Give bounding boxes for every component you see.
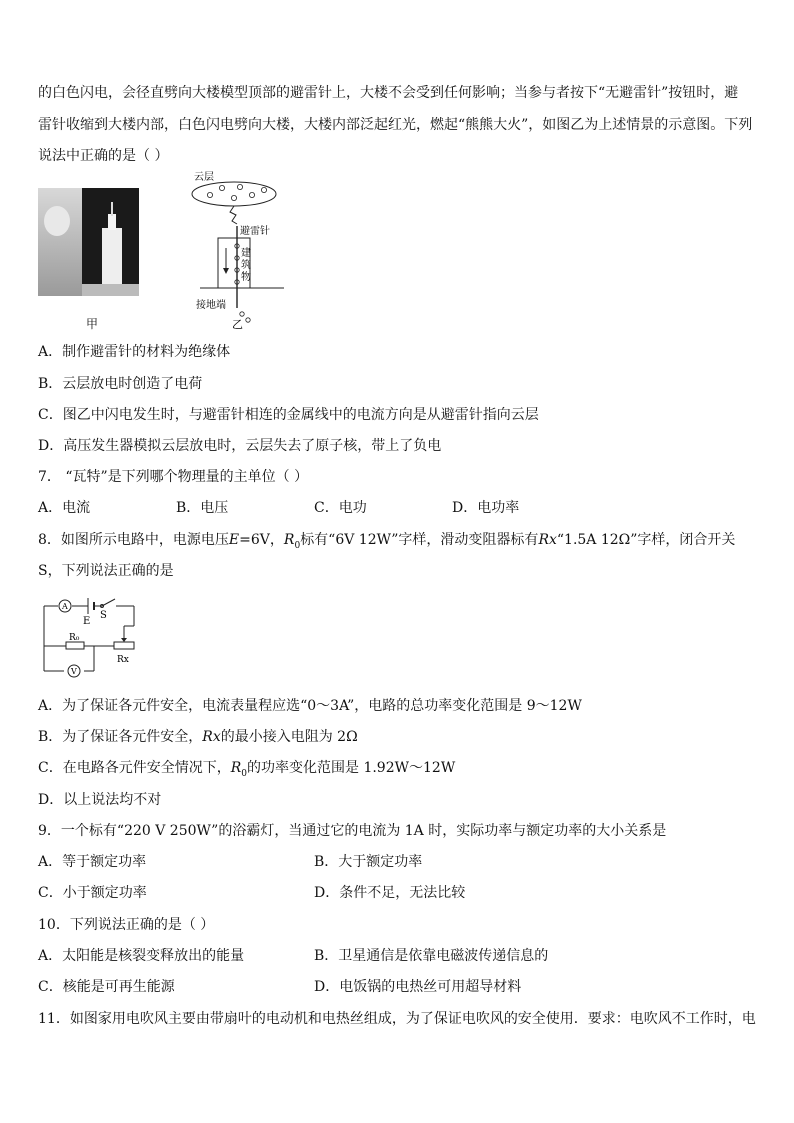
switch-label: S bbox=[100, 610, 107, 621]
q8-option-b bbox=[38, 728, 358, 746]
figure-yi-diagram bbox=[190, 168, 290, 330]
resistor-r0-icon bbox=[66, 642, 84, 649]
q11-stem: 11．如图家用电吹风主要由带扇叶的电动机和电热丝组成，为了保证电吹风的安全使用．要求：电吹风不工作时，电 bbox=[38, 1011, 756, 1027]
q8-option-c-sub: 0 bbox=[241, 768, 247, 779]
q8-option-b-text-a: B．为了保证各元件安全， bbox=[38, 729, 203, 745]
photo-building-model bbox=[102, 228, 122, 286]
q7-option-c: C．电功 bbox=[314, 500, 367, 516]
q9-option-a: A．等于额定功率 bbox=[38, 854, 147, 870]
switch-icon bbox=[101, 599, 116, 608]
cloud-layer bbox=[192, 182, 276, 206]
circuit-diagram bbox=[38, 594, 138, 680]
q8-stem-line-1 bbox=[38, 531, 735, 555]
q8-stem-text-d: “1.5A 12Ω”字样，闭合开关 bbox=[556, 532, 736, 548]
building-label-3: 物 bbox=[241, 272, 251, 283]
rheostat-rx-label: Rx bbox=[117, 655, 129, 665]
rheostat-rx-icon bbox=[114, 642, 134, 649]
figure-jia-label: 甲 bbox=[86, 317, 99, 331]
q8-option-b-text-b: 的最小接入电阻为 2Ω bbox=[220, 729, 358, 745]
photo-person-silhouette bbox=[38, 188, 82, 296]
cloud-label: 云层 bbox=[194, 172, 214, 183]
q6-option-a: A．制作避雷针的材料为绝缘体 bbox=[38, 344, 231, 360]
building-label-2: 筑 bbox=[241, 260, 251, 271]
q9-option-b: B．大于额定功率 bbox=[314, 854, 423, 870]
q10-stem: 10．下列说法正确的是（ ） bbox=[38, 917, 215, 933]
resistor-r0-label: R₀ bbox=[69, 633, 80, 643]
ammeter-label: A bbox=[62, 602, 68, 611]
q8-option-c-text-a: C．在电路各元件安全情况下， bbox=[38, 760, 231, 776]
q8-option-c bbox=[38, 759, 455, 783]
q6-stem-line-2: 雷针收缩到大楼内部，白色闪电劈向大楼，大楼内部泛起红光，燃起“熊熊大火”，如图乙为上述情景的示意图。下列 bbox=[38, 117, 753, 133]
q8-stem-text-a: 8．如图所示电路中，电源电压 bbox=[38, 532, 229, 548]
q6-option-d: D．高压发生器模拟云层放电时，云层失去了原子核，带上了负电 bbox=[38, 438, 442, 454]
q10-option-b: B．卫星通信是依靠电磁波传递信息的 bbox=[314, 948, 549, 964]
current-arrow-head bbox=[223, 268, 229, 274]
q8-stem-line-2: S，下列说法正确的是 bbox=[38, 563, 174, 579]
q9-option-d: D．条件不足，无法比较 bbox=[314, 885, 466, 901]
q8-option-c-var: R bbox=[230, 760, 242, 776]
ground-label: 接地端 bbox=[196, 300, 226, 311]
q6-option-c: C．图乙中闪电发生时，与避雷针相连的金属线中的电流方向是从避雷针指向云层 bbox=[38, 407, 539, 423]
battery-label: E bbox=[83, 616, 91, 627]
q8-option-d: D．以上说法均不对 bbox=[38, 792, 162, 808]
q8-var-r0-sub: 0 bbox=[294, 540, 301, 551]
q6-stem-line-1: 的白色闪电，会径直劈向大楼模型顶部的避雷针上，大楼不会受到任何影响；当参与者按下“无避雷针”按钮时，避 bbox=[38, 85, 739, 101]
battery-icon bbox=[88, 598, 94, 614]
photo-person-head bbox=[44, 206, 70, 236]
q7-option-b: B．电压 bbox=[176, 500, 229, 516]
q8-stem-text-b: =6V， bbox=[239, 532, 284, 548]
q7-option-d: D．电功率 bbox=[452, 500, 520, 516]
lightning-bolt bbox=[230, 206, 237, 224]
photo-building-top bbox=[108, 214, 116, 230]
figure-yi-label: 乙 bbox=[232, 318, 243, 330]
q9-option-c: C．小于额定功率 bbox=[38, 885, 147, 901]
photo-base bbox=[82, 284, 139, 296]
q6-option-b: B．云层放电时创造了电荷 bbox=[38, 376, 203, 392]
q9-stem: 9．一个标有“220 V 250W”的浴霸灯，当通过它的电流为 1A 时，实际功率与额定功率的大小关系是 bbox=[38, 823, 667, 839]
q8-option-c-text-b: 的功率变化范围是 1.92W～12W bbox=[247, 760, 456, 776]
q10-option-d: D．电饭锅的电热丝可用超导材料 bbox=[314, 979, 522, 995]
q8-stem-text-c: 标有“6V 12W”字样，滑动变阻器标有 bbox=[300, 532, 539, 548]
photo-rod bbox=[111, 202, 113, 216]
building-label-1: 建 bbox=[241, 248, 251, 259]
rheostat-slider-icon bbox=[121, 638, 127, 642]
q7-stem: 7． “瓦特”是下列哪个物理量的主单位（ ） bbox=[38, 469, 309, 485]
figure-jia-photo bbox=[38, 188, 139, 296]
rod-label: 避雷针 bbox=[240, 226, 270, 237]
q6-stem-line-3: 说法中正确的是（ ） bbox=[38, 148, 169, 164]
q8-var-r0: R bbox=[283, 532, 295, 548]
cloud-charges bbox=[207, 184, 266, 200]
q8-var-e: E bbox=[228, 532, 240, 548]
q7-option-a: A．电流 bbox=[38, 500, 91, 516]
q8-option-b-var: Rx bbox=[202, 729, 221, 745]
q8-option-a: A．为了保证各元件安全，电流表量程应选“0～3A”，电路的总功率变化范围是 9～12W bbox=[38, 698, 582, 714]
q8-var-rx: Rx bbox=[538, 532, 557, 548]
q10-option-a: A．太阳能是核裂变释放出的能量 bbox=[38, 948, 245, 964]
q10-option-c: C．核能是可再生能源 bbox=[38, 979, 175, 995]
voltmeter-label: V bbox=[71, 667, 77, 676]
